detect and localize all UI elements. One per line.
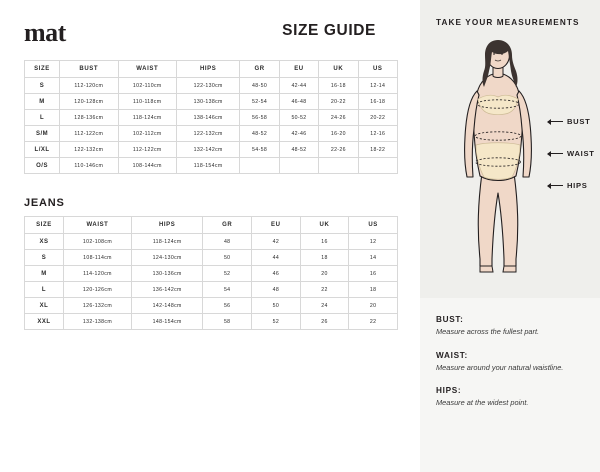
table-header-row <box>25 217 398 234</box>
column-header: US <box>358 61 397 78</box>
column-header: GR <box>240 61 279 78</box>
cell-us: 18 <box>349 282 398 298</box>
cell-uk: 24-26 <box>319 110 358 126</box>
main-size-table <box>24 60 398 174</box>
definition-term: HIPS: <box>436 386 462 396</box>
cell-us <box>358 158 397 174</box>
column-header: EU <box>279 61 318 78</box>
cell-waist: 132-138cm <box>63 314 131 330</box>
column-header: SIZE <box>25 217 64 234</box>
cell-waist: 102-108cm <box>63 234 131 250</box>
jeans-size-table-wrapper <box>24 216 398 330</box>
definitions-panel <box>420 298 600 472</box>
cell-uk: 24 <box>300 298 349 314</box>
page-title: SIZE GUIDE <box>282 22 376 39</box>
cell-hips: 124-130cm <box>132 250 203 266</box>
cell-us: 18-22 <box>358 142 397 158</box>
column-header: GR <box>203 217 252 234</box>
cell-waist: 102-110cm <box>118 78 176 94</box>
table-row <box>25 298 398 314</box>
cell-hips: 130-136cm <box>132 266 203 282</box>
cell-uk: 16-18 <box>319 78 358 94</box>
cell-gr: 48-50 <box>240 78 279 94</box>
cell-uk: 26 <box>300 314 349 330</box>
cell-waist: 120-126cm <box>63 282 131 298</box>
cell-gr: 48-52 <box>240 126 279 142</box>
column-header: HIPS <box>176 61 239 78</box>
cell-eu: 48-52 <box>279 142 318 158</box>
cell-eu: 46-48 <box>279 94 318 110</box>
cell-size: M <box>25 94 60 110</box>
table-row <box>25 78 398 94</box>
table-row <box>25 282 398 298</box>
cell-uk: 16 <box>300 234 349 250</box>
cell-us: 16-18 <box>358 94 397 110</box>
brand-logo: mat <box>24 18 66 47</box>
cell-eu: 46 <box>252 266 301 282</box>
cell-waist: 114-120cm <box>63 266 131 282</box>
cell-gr: 58 <box>203 314 252 330</box>
cell-us: 12-16 <box>358 126 397 142</box>
cell-hips: 148-154cm <box>132 314 203 330</box>
cell-us: 14 <box>349 250 398 266</box>
cell-size: S <box>25 250 64 266</box>
table-row <box>25 142 398 158</box>
cell-waist: 102-112cm <box>118 126 176 142</box>
cell-eu: 48 <box>252 282 301 298</box>
cell-uk: 22-26 <box>319 142 358 158</box>
document-header <box>24 18 398 52</box>
cell-hips: 122-130cm <box>176 78 239 94</box>
cell-size: O/S <box>25 158 60 174</box>
cell-uk: 16-20 <box>319 126 358 142</box>
cell-uk: 18 <box>300 250 349 266</box>
callout-label: WAIST <box>567 149 595 158</box>
cell-eu: 44 <box>252 250 301 266</box>
definition-description: Measure across the fullest part. <box>436 327 540 336</box>
cell-us: 20 <box>349 298 398 314</box>
cell-us: 16 <box>349 266 398 282</box>
jeans-size-table <box>24 216 398 330</box>
cell-hips: 122-132cm <box>176 126 239 142</box>
cell-eu: 50-52 <box>279 110 318 126</box>
callout-bust <box>548 117 590 126</box>
cell-hips: 138-146cm <box>176 110 239 126</box>
column-header: UK <box>300 217 349 234</box>
table-row <box>25 314 398 330</box>
table-row <box>25 266 398 282</box>
cell-waist: 126-132cm <box>63 298 131 314</box>
cell-gr: 54-58 <box>240 142 279 158</box>
cell-uk: 20 <box>300 266 349 282</box>
cell-gr: 52-54 <box>240 94 279 110</box>
table-header-row <box>25 61 398 78</box>
definition-bust <box>436 315 584 338</box>
cell-size: M <box>25 266 64 282</box>
cell-waist: 110-118cm <box>118 94 176 110</box>
measurements-column <box>420 0 600 472</box>
cell-gr <box>240 158 279 174</box>
table-row <box>25 158 398 174</box>
cell-size: L/XL <box>25 142 60 158</box>
table-row <box>25 250 398 266</box>
cell-hips: 118-154cm <box>176 158 239 174</box>
table-row <box>25 94 398 110</box>
callout-label: HIPS <box>567 181 588 190</box>
cell-gr: 54 <box>203 282 252 298</box>
table-row <box>25 234 398 250</box>
column-header: UK <box>319 61 358 78</box>
cell-uk: 22 <box>300 282 349 298</box>
column-header: HIPS <box>132 217 203 234</box>
callout-hips <box>548 181 588 190</box>
definition-waist <box>436 351 584 374</box>
column-header: SIZE <box>25 61 60 78</box>
cell-bust: 112-120cm <box>60 78 118 94</box>
cell-waist: 118-124cm <box>118 110 176 126</box>
arrow-icon <box>548 185 563 186</box>
cell-size: XS <box>25 234 64 250</box>
column-header: WAIST <box>63 217 131 234</box>
cell-waist: 108-144cm <box>118 158 176 174</box>
cell-bust: 122-132cm <box>60 142 118 158</box>
cell-size: S <box>25 78 60 94</box>
figure-area <box>436 33 595 281</box>
cell-eu: 42-44 <box>279 78 318 94</box>
definition-description: Measure at the widest point. <box>436 398 529 408</box>
cell-size: L <box>25 282 64 298</box>
cell-eu: 42-46 <box>279 126 318 142</box>
cell-us: 20-22 <box>358 110 397 126</box>
cell-bust: 112-122cm <box>60 126 118 142</box>
cell-gr: 50 <box>203 250 252 266</box>
cell-size: S/M <box>25 126 60 142</box>
cell-hips: 132-142cm <box>176 142 239 158</box>
cell-eu <box>279 158 318 174</box>
main-size-table-wrapper <box>24 60 398 174</box>
measurements-panel <box>420 0 600 298</box>
callout-waist <box>548 149 595 158</box>
cell-hips: 130-138cm <box>176 94 239 110</box>
cell-size: XL <box>25 298 64 314</box>
column-header: BUST <box>60 61 118 78</box>
cell-hips: 142-148cm <box>132 298 203 314</box>
definition-term: WAIST: <box>436 350 468 360</box>
cell-eu: 52 <box>252 314 301 330</box>
column-header: WAIST <box>118 61 176 78</box>
measurements-title: TAKE YOUR MEASUREMENTS <box>436 18 580 27</box>
cell-size: L <box>25 110 60 126</box>
cell-bust: 110-146cm <box>60 158 118 174</box>
cell-waist: 108-114cm <box>63 250 131 266</box>
definition-term: BUST: <box>436 315 464 324</box>
cell-hips: 136-142cm <box>132 282 203 298</box>
cell-bust: 128-136cm <box>60 110 118 126</box>
cell-uk: 20-22 <box>319 94 358 110</box>
column-header: US <box>349 217 398 234</box>
cell-gr: 56-58 <box>240 110 279 126</box>
cell-eu: 50 <box>252 298 301 314</box>
cell-gr: 52 <box>203 266 252 282</box>
cell-us: 22 <box>349 314 398 330</box>
arrow-icon <box>548 121 563 122</box>
cell-uk <box>319 158 358 174</box>
cell-us: 12 <box>349 234 398 250</box>
cell-gr: 48 <box>203 234 252 250</box>
table-row <box>25 110 398 126</box>
arrow-icon <box>548 153 563 154</box>
callout-label: BUST <box>567 117 591 126</box>
table-row <box>25 126 398 142</box>
cell-gr: 56 <box>203 298 252 314</box>
cell-waist: 112-122cm <box>118 142 176 158</box>
cell-us: 12-14 <box>358 78 397 94</box>
cell-hips: 118-124cm <box>132 234 203 250</box>
definition-description: Measure around your natural waistline. <box>436 362 564 372</box>
jeans-section-title: JEANS <box>24 197 65 209</box>
cell-eu: 42 <box>252 234 301 250</box>
column-header: EU <box>252 217 301 234</box>
cell-bust: 120-128cm <box>60 94 118 110</box>
cell-size: XXL <box>25 314 64 330</box>
definition-hips <box>436 386 584 409</box>
